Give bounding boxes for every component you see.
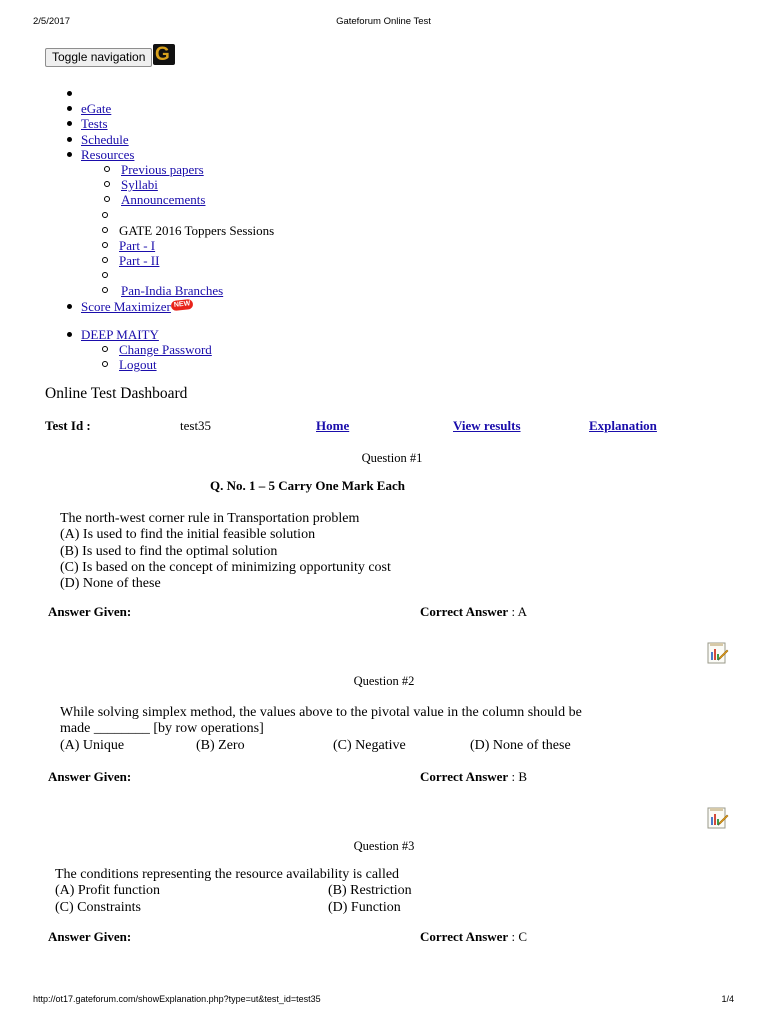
question-1-option-b: (B) Is used to find the optimal solution (60, 543, 278, 559)
nav-item-empty (0, 86, 768, 101)
nav-link-user-name[interactable]: DEEP MAITY (81, 326, 159, 342)
correct-answer-value: : B (511, 769, 527, 784)
nav-item-score-maximizer[interactable] (0, 299, 768, 314)
correct-answer-label: Correct Answer (420, 769, 509, 784)
question-2-stem-line-1: While solving simplex method, the values above to the pivotal value in the column should be (60, 705, 582, 720)
nav-link-resources[interactable]: Resources (81, 146, 135, 162)
submenu-item-empty (0, 208, 768, 223)
question-2-option-b: (B) Zero (196, 737, 245, 753)
nav-link-egate[interactable]: eGate (81, 101, 112, 117)
correct-answer (420, 769, 527, 785)
question-3-stem: The conditions representing the resource availability is called (55, 867, 400, 882)
question-2-stem-line-2: made ________ [by row operations] (60, 721, 264, 737)
answer-given-label: Answer Given: (48, 769, 132, 784)
link-change-password[interactable]: Change Password (119, 342, 212, 357)
nav-item-tests[interactable] (0, 116, 768, 131)
submenu-item-part-1[interactable] (0, 238, 768, 253)
question-1-text (60, 511, 391, 592)
question-1-answer-row (0, 604, 768, 620)
submenu-item-announcements[interactable] (0, 192, 768, 207)
gateforum-logo-icon[interactable]: G (153, 44, 175, 65)
print-footer (33, 994, 734, 1008)
nav-item-user[interactable] (0, 327, 768, 342)
link-part-1[interactable]: Part - I (119, 237, 156, 253)
question-3-option-a: (A) Profit function (55, 883, 160, 899)
submenu-item-part-2[interactable] (0, 253, 768, 268)
question-1-option-a: (A) Is used to find the initial feasible solution (60, 527, 316, 543)
print-header (33, 16, 734, 30)
test-id-value: test35 (180, 418, 212, 433)
nav-item-resources[interactable] (0, 147, 768, 162)
question-3-options-row-2 (55, 900, 399, 916)
link-syllabi[interactable]: Syllabi (121, 177, 158, 193)
user-menu-change-password[interactable] (0, 342, 768, 357)
user-menu-logout[interactable] (0, 357, 768, 372)
correct-answer (420, 929, 527, 945)
link-logout[interactable]: Logout (119, 357, 157, 373)
correct-answer (420, 604, 527, 620)
print-page-number: 1/4 (721, 994, 734, 1004)
submenu-item-syllabi[interactable] (0, 177, 768, 192)
question-2-options (60, 738, 582, 754)
new-badge-icon: NEW (170, 298, 193, 310)
submenu-item-pan-india[interactable] (0, 283, 768, 298)
question-3-option-d: (D) Function (328, 899, 401, 915)
test-info-row (0, 418, 768, 434)
link-pan-india-branches[interactable]: Pan-India Branches (121, 283, 224, 299)
correct-answer-value: : C (511, 929, 527, 944)
view-results-link[interactable]: View results (453, 418, 521, 433)
question-3-options-row-1 (55, 883, 412, 899)
home-link[interactable]: Home (316, 418, 350, 433)
main-navigation (0, 86, 768, 372)
print-date: 2/5/2017 (33, 16, 70, 27)
answer-given-label: Answer Given: (48, 929, 132, 944)
question-2-answer-row (0, 769, 768, 785)
section-heading: Q. No. 1 – 5 Carry One Mark Each (210, 478, 405, 493)
submenu-item-toppers-sessions: GATE 2016 Toppers Sessions (0, 223, 768, 238)
question-2-heading: Question #2 (353, 674, 415, 688)
question-1-option-c: (C) Is based on the concept of minimizing opportunity cost (60, 559, 391, 575)
question-2-option-a: (A) Unique (60, 737, 125, 753)
explanation-link[interactable]: Explanation (589, 418, 657, 433)
question-3-option-b: (B) Restriction (328, 883, 412, 899)
link-announcements[interactable]: Announcements (121, 192, 206, 208)
dashboard-title: Online Test Dashboard (45, 385, 188, 402)
question-3-option-c: (C) Constraints (55, 899, 141, 915)
nav-item-egate[interactable] (0, 101, 768, 116)
question-3-text (55, 867, 412, 916)
question-2-text (60, 705, 582, 754)
explanation-document-icon[interactable] (707, 806, 729, 830)
print-title: Gateforum Online Test (336, 16, 431, 27)
test-id-label: Test Id : (45, 418, 91, 433)
nav-link-score-maximizer[interactable]: Score Maximizer (81, 298, 171, 314)
nav-link-tests[interactable]: Tests (81, 116, 108, 132)
question-3-answer-row (0, 929, 768, 945)
answer-given-label: Answer Given: (48, 604, 132, 619)
explanation-document-icon[interactable] (707, 641, 729, 665)
question-1-option-d: (D) None of these (60, 576, 161, 592)
toggle-navigation-button[interactable]: Toggle navigation (45, 48, 152, 67)
correct-answer-label: Correct Answer (420, 604, 509, 619)
question-1-heading: Question #1 (361, 451, 423, 465)
question-2-option-c: (C) Negative (333, 737, 406, 753)
nav-item-schedule[interactable] (0, 132, 768, 147)
submenu-item-empty-2 (0, 268, 768, 283)
print-url: http://ot17.gateforum.com/showExplanation.php?type=ut&test_id=test35 (33, 994, 321, 1004)
nav-link-schedule[interactable]: Schedule (81, 131, 129, 147)
correct-answer-value: : A (511, 604, 527, 619)
link-previous-papers[interactable]: Previous papers (121, 161, 204, 177)
question-2-option-d: (D) None of these (470, 737, 571, 753)
submenu-item-previous-papers[interactable] (0, 162, 768, 177)
question-1-stem: The north-west corner rule in Transportation problem (60, 511, 360, 526)
link-part-2[interactable]: Part - II (119, 253, 160, 269)
correct-answer-label: Correct Answer (420, 929, 509, 944)
question-3-heading: Question #3 (353, 839, 415, 853)
